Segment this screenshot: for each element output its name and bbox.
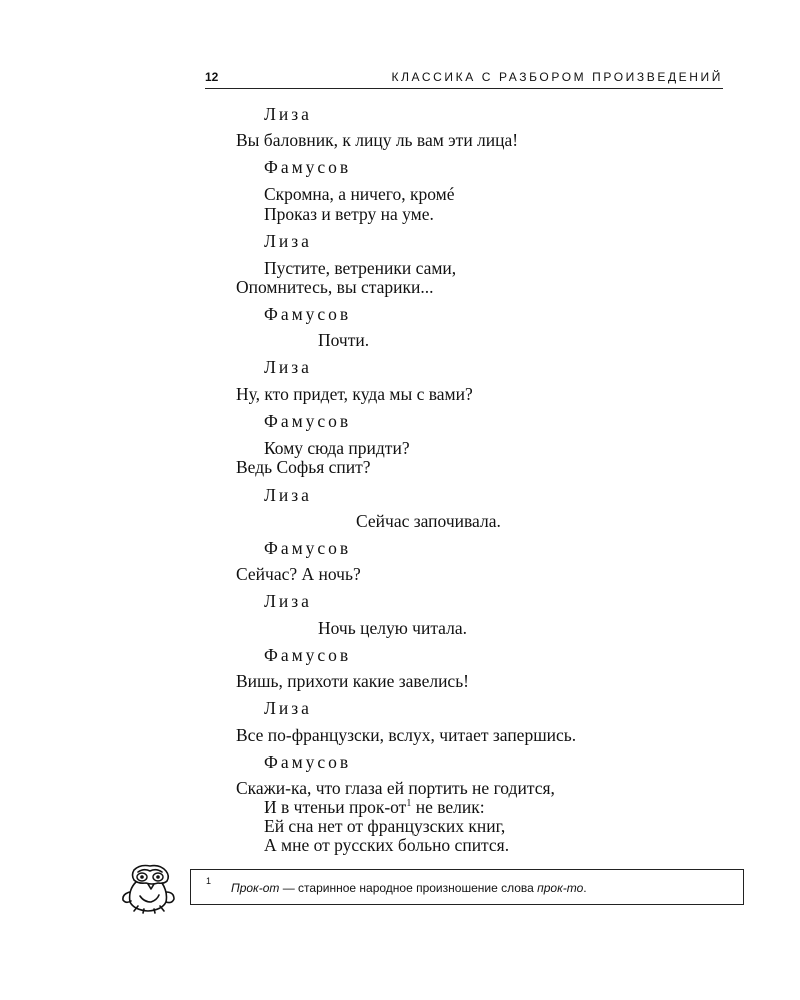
verse-line: Ей сна нет от французских книг, <box>264 816 506 836</box>
footnote <box>190 869 744 905</box>
speaker-name: Фамусов <box>264 157 352 177</box>
speaker-name: Лиза <box>264 357 312 377</box>
footnote-word: прок-то <box>537 881 584 895</box>
verse-line: Ну, кто придет, куда мы с вами? <box>236 384 473 404</box>
page-number: 12 <box>205 70 219 84</box>
verse-line: Скромна, а ничего, кромé <box>264 184 455 204</box>
footnote-term: Прок-от <box>231 881 280 895</box>
footnote-end: . <box>583 881 587 895</box>
footnote-explanation: — старинное народное произношение слова <box>279 881 538 895</box>
verse-line: Скажи-ка, что глаза ей портить не годится, <box>236 778 555 798</box>
speaker-name: Лиза <box>264 104 312 124</box>
speaker-name: Фамусов <box>264 304 352 324</box>
speaker-name: Фамусов <box>264 645 352 665</box>
verse-line: Сейчас започивала. <box>356 511 501 531</box>
verse-line: Ведь Софья спит? <box>236 457 371 477</box>
verse-line: Сейчас? А ночь? <box>236 564 361 584</box>
verse-text: И в чтеньи прок-от <box>264 797 407 817</box>
verse-line: Ночь целую читала. <box>318 618 467 638</box>
verse-line: Проказ и ветру на уме. <box>264 204 434 224</box>
running-title: КЛАССИКА С РАЗБОРОМ ПРОИЗВЕДЕНИЙ <box>391 70 723 84</box>
verse-text-tail: не велик: <box>411 797 485 817</box>
verse-line: Кому сюда придти? <box>264 438 410 458</box>
running-header <box>205 70 723 89</box>
speaker-name: Фамусов <box>264 538 352 558</box>
verse-line: Все по-французски, вслух, читает запершись. <box>236 725 577 745</box>
speaker-name: Фамусов <box>264 752 352 772</box>
verse-line: Вы баловник, к лицу ль вам эти лица! <box>236 130 519 150</box>
speaker-name: Лиза <box>264 485 312 505</box>
verse-line: Опомнитесь, вы старики... <box>236 277 434 297</box>
footnote-text <box>231 881 587 895</box>
speaker-name: Лиза <box>264 231 312 251</box>
speaker-name: Фамусов <box>264 411 352 431</box>
verse-line: А мне от русских больно спится. <box>264 835 510 855</box>
speaker-name: Лиза <box>264 698 312 718</box>
verse-line-with-footnote <box>264 797 485 817</box>
verse-line: Пустите, ветреники сами, <box>264 258 457 278</box>
speaker-name: Лиза <box>264 591 312 611</box>
verse-line: Почти. <box>318 330 370 350</box>
footnote-ref: 1 <box>406 798 412 810</box>
verse-line: Вишь, прихоти какие завелись! <box>236 671 470 691</box>
footnote-mark: 1 <box>206 876 212 886</box>
owl-illustration-icon <box>118 862 180 914</box>
